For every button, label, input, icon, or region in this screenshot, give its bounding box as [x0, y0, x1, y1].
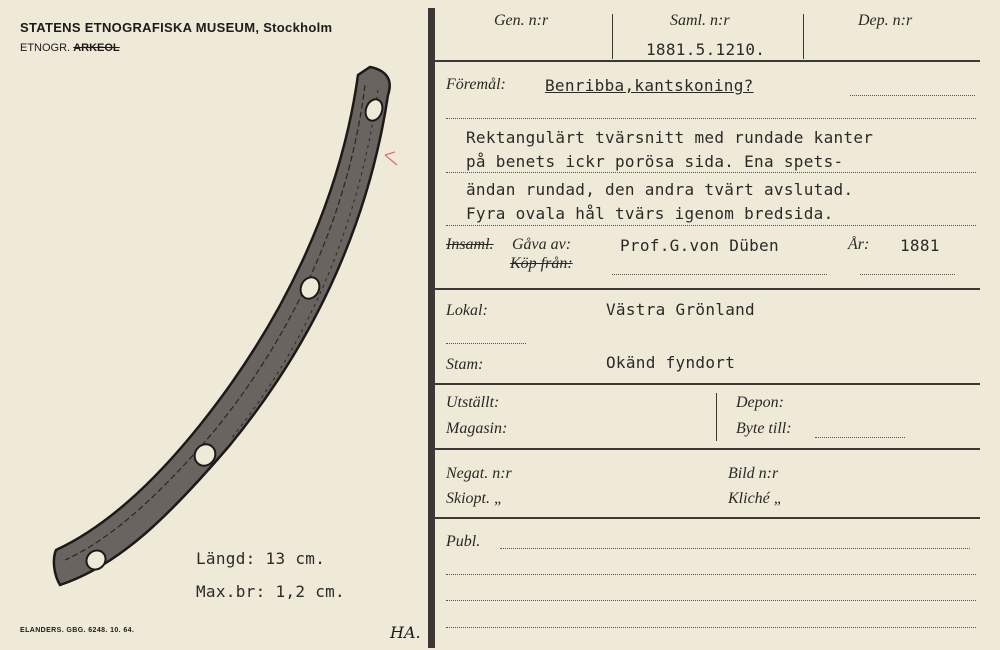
negat-label: Negat. n:r [446, 465, 512, 482]
ar-value: 1881 [900, 236, 940, 255]
foremal-label: Föremål: [446, 76, 506, 93]
kop-label: Köp från: [510, 255, 573, 272]
divider [803, 14, 804, 59]
rule [432, 517, 980, 519]
dotted-line [446, 574, 976, 575]
description-line-2: på benets ickr porösa sida. Ena spets- [466, 152, 844, 171]
museum-city: Stockholm [263, 20, 333, 35]
byte-label: Byte till: [736, 420, 792, 437]
dotted-line [446, 225, 976, 226]
publ-label: Publ. [446, 533, 481, 550]
rule [432, 448, 980, 450]
lokal-value: Västra Grönland [606, 300, 755, 319]
etnogr-struck: ARKEOL [73, 42, 120, 54]
vertical-rule [428, 8, 435, 648]
dotted-line [446, 600, 976, 601]
stam-value: Okänd fyndort [606, 353, 736, 372]
magasin-label: Magasin: [446, 420, 508, 437]
description-line-4: Fyra ovala hål tvärs igenom bredsida. [466, 204, 834, 223]
insaml-label: Insaml. [446, 236, 494, 253]
depon-label: Depon: [736, 394, 784, 411]
dotted-line [446, 118, 976, 119]
kliche-label: Kliché „ [728, 490, 783, 507]
etnogr-line [20, 42, 120, 54]
museum-header [20, 20, 332, 35]
initials: HA. [390, 623, 421, 642]
rule [432, 60, 980, 62]
saml-label: Saml. n:r [670, 12, 730, 29]
dotted-line [612, 274, 827, 275]
skiopt-label: Skiopt. „ [446, 490, 503, 507]
museum-name: STATENS ETNOGRAFISKA MUSEUM, [20, 20, 260, 35]
dotted-line [446, 172, 976, 173]
lokal-label: Lokal: [446, 302, 488, 319]
bild-label: Bild n:r [728, 465, 779, 482]
dotted-line [446, 627, 976, 628]
divider [612, 14, 613, 59]
dotted-line [815, 437, 905, 438]
gava-value: Prof.G.von Düben [620, 236, 779, 255]
divider [716, 393, 717, 441]
utstallt-label: Utställt: [446, 394, 500, 411]
etnogr-label: ETNOGR. [20, 42, 71, 54]
description-line-1: Rektangulärt tvärsnitt med rundade kanter [466, 128, 874, 147]
foremal-value: Benribba,kantskoning? [545, 76, 754, 95]
saml-value: 1881.5.1210. [646, 40, 766, 59]
dep-label: Dep. n:r [858, 12, 913, 29]
gen-label: Gen. n:r [494, 12, 549, 29]
rule [432, 383, 980, 385]
description-line-3: ändan rundad, den andra tvärt avslutad. [466, 180, 854, 199]
dotted-line [860, 274, 955, 275]
stam-label: Stam: [446, 356, 484, 373]
ar-label: År: [848, 236, 870, 253]
length-text: Längd: 13 cm. [196, 549, 326, 568]
bone-rib-drawing [40, 55, 410, 595]
printer-mark: ELANDERS. GBG. 6248. 10. 64. [20, 627, 135, 634]
dotted-line [500, 548, 970, 549]
gava-label: Gåva av: [512, 236, 572, 253]
dotted-line [850, 95, 975, 96]
rule [432, 288, 980, 290]
max-width-text: Max.br: 1,2 cm. [196, 582, 345, 601]
dotted-line [446, 343, 526, 344]
